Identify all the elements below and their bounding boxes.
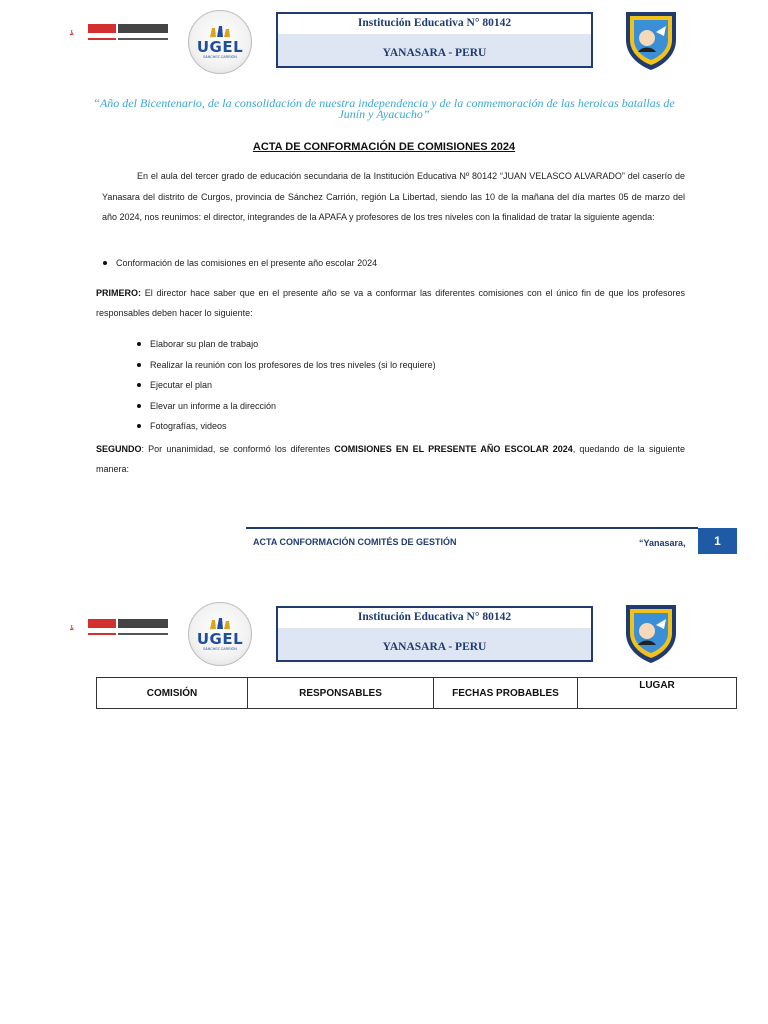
ugel-logo xyxy=(188,10,252,74)
government-logo xyxy=(70,619,170,649)
list-item-text: Fotografías, videos xyxy=(150,421,227,432)
intro-paragraph: En el aula del tercer grado de educación secundaria de la Institución Educativa Nº 80142 “JUAN VELASCO ALVARADO” del caserío de Yanasara del distrito de Curgos, provincia de Sánchez Carrión, región La Libertad, siendo las 10 de la mañana del día martes 05 de marzo del año 2024, nos reunimos: el director, integrandes de la APAFA y profesores de los tres niveles con la finalidad de tratar la siguiente agenda: xyxy=(102,171,685,222)
commissions-table-header xyxy=(96,677,737,709)
bullet-icon xyxy=(137,383,141,387)
ugel-logo xyxy=(188,602,252,666)
institution-name: Institución Educativa N° 80142 xyxy=(357,17,512,29)
agenda-list xyxy=(103,258,683,268)
government-mark: ﾑ xyxy=(70,29,74,37)
flag-gray-line xyxy=(118,38,168,40)
government-mark: ﾑ xyxy=(70,624,74,632)
footer-right-text: “Yanasara, xyxy=(639,538,686,548)
segundo-label: SEGUNDO xyxy=(96,444,142,454)
agenda-item xyxy=(103,258,683,268)
school-header-box xyxy=(276,606,593,662)
agenda-item-text: Conformación de las comisiones en el presente año escolar 2024 xyxy=(116,258,378,268)
footer-rule xyxy=(246,527,698,529)
segundo-paragraph xyxy=(96,439,685,479)
list-item xyxy=(137,416,677,437)
list-item-text: Elevar un informe a la dirección xyxy=(150,400,277,411)
primero-text: El director hace saber que en el presente año se va a conformar las diferentes comisiones con el único fin de que los profesores responsables deben hacer lo siguiente: xyxy=(96,288,685,318)
flag-red-line xyxy=(88,633,116,635)
bullet-icon xyxy=(137,424,141,428)
bullet-icon xyxy=(137,363,141,367)
ugel-hands-icon xyxy=(207,616,233,630)
list-item xyxy=(137,375,677,396)
government-logo xyxy=(70,24,170,54)
bullet-icon xyxy=(137,404,141,408)
institution-name: Institución Educativa N° 80142 xyxy=(357,611,512,623)
ugel-text: UGEL xyxy=(196,38,244,57)
footer-left-text: ACTA CONFORMACIÓN COMITÉS DE GESTIÓN xyxy=(253,537,457,547)
institution-place: YANASARA - PERU xyxy=(382,641,487,653)
document-title: ACTA DE CONFORMACIÓN DE COMISIONES 2024 xyxy=(252,141,516,153)
list-item-text: Elaborar su plan de trabajo xyxy=(150,339,259,350)
list-item-text: Realizar la reunión con los profesores de los tres niveles (si lo requiere) xyxy=(150,359,436,370)
segundo-text-after: , quedando de la siguiente manera: xyxy=(96,444,685,474)
list-item xyxy=(137,396,677,417)
flag-red-bar xyxy=(88,24,116,33)
ugel-subtitle: SÁNCHEZ CARRIÓN xyxy=(203,647,237,652)
primero-paragraph xyxy=(96,284,685,323)
list-item-text: Ejecutar el plan xyxy=(150,380,213,391)
ugel-text: UGEL xyxy=(196,630,244,649)
column-header-lugar: LUGAR xyxy=(639,680,675,691)
school-shield-icon xyxy=(622,6,680,72)
primero-label: PRIMERO: xyxy=(96,288,141,298)
column-header-comision: COMISIÓN xyxy=(97,678,248,708)
bullet-icon xyxy=(103,261,107,265)
ugel-hands-icon xyxy=(207,24,233,38)
column-header-fechas: FECHAS PROBABLES xyxy=(434,678,578,708)
ugel-subtitle: SÁNCHEZ CARRIÓN xyxy=(203,55,237,60)
page-number-badge: 1 xyxy=(698,528,737,554)
flag-gray-bar xyxy=(118,619,168,628)
institution-place: YANASARA - PERU xyxy=(382,47,487,59)
flag-red-bar xyxy=(88,619,116,628)
flag-gray-bar xyxy=(118,24,168,33)
segundo-text-before: : Por unanimidad, se conformó los diferentes xyxy=(141,444,335,454)
flag-gray-line xyxy=(118,633,168,635)
school-header-box xyxy=(276,12,593,68)
primero-list xyxy=(137,334,677,437)
year-motto: “Año del Bicentenario, de la consolidación de nuestra independencia y de la conmemoración de las heroicas batallas de Junín y Ayacucho” xyxy=(93,96,675,121)
segundo-bold-text: COMISIONES EN EL PRESENTE AÑO ESCOLAR 2024 xyxy=(334,444,573,454)
list-item xyxy=(137,334,677,355)
bullet-icon xyxy=(137,342,141,346)
flag-red-line xyxy=(88,38,116,40)
school-shield-icon xyxy=(622,599,680,665)
list-item xyxy=(137,355,677,376)
column-header-responsables: RESPONSABLES xyxy=(248,678,434,708)
